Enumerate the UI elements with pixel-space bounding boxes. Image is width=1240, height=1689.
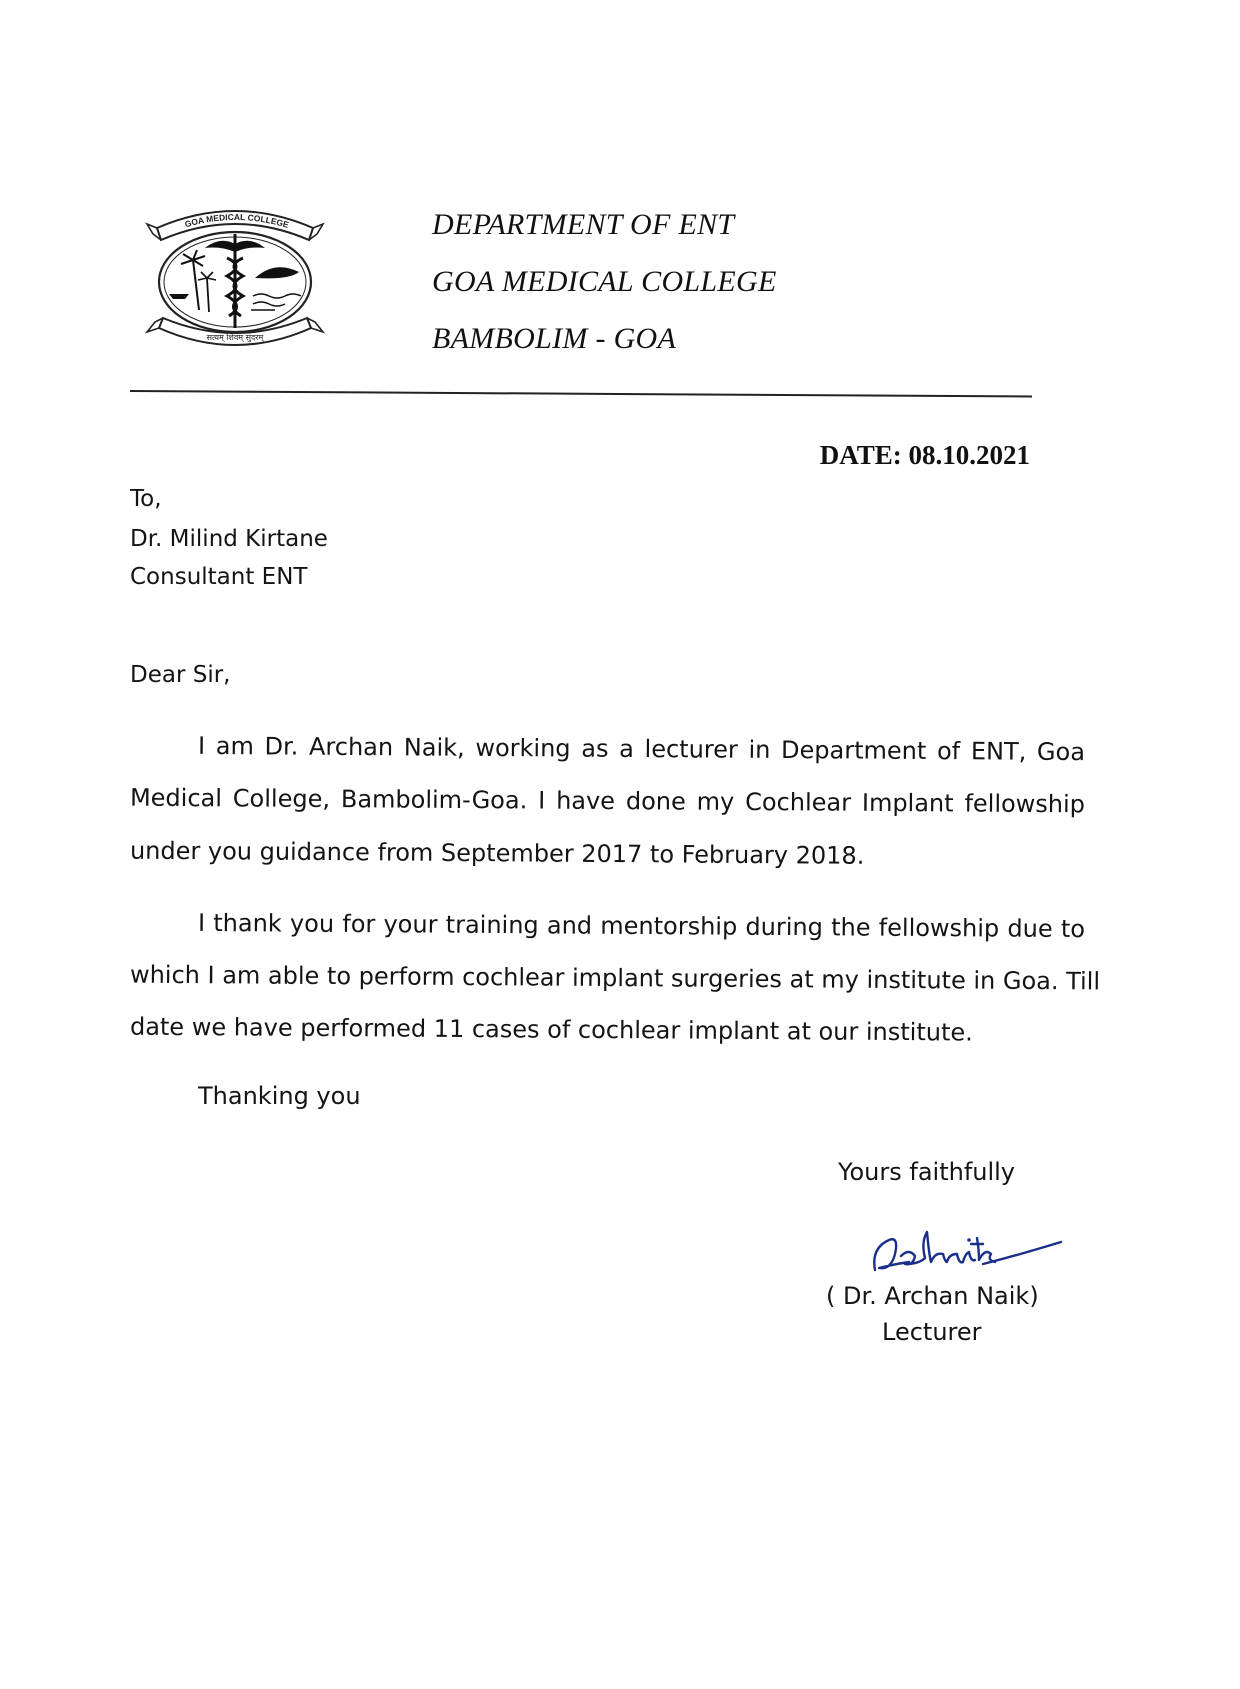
- recipient-title: Consultant ENT: [130, 564, 308, 590]
- letter-date: DATE: 08.10.2021: [819, 440, 1030, 470]
- valediction: Yours faithfully: [838, 1158, 1016, 1186]
- signatory-name: ( Dr. Archan Naik): [826, 1282, 1039, 1310]
- paragraph-1-line-3: under you guidance from September 2017 to February 2018.: [129, 836, 865, 870]
- closing-line: Thanking you: [198, 1082, 361, 1110]
- letterhead-location: BAMBOLIM - GOA: [432, 322, 677, 355]
- paragraph-1-line-2: Medical College, Bambolim-Goa. I have done my Cochlear Implant fellowship: [129, 783, 1086, 819]
- signatory-designation: Lecturer: [882, 1318, 982, 1346]
- svg-text:GOA MEDICAL COLLEGE: GOA MEDICAL COLLEGE: [183, 211, 290, 230]
- paragraph-2-line-3: date we have performed 11 cases of cochlear implant at our institute.: [129, 1012, 973, 1047]
- paragraph-1-line-1: I am Dr. Archan Naik, working as a lecturer in Department of ENT, Goa: [197, 731, 1086, 767]
- letterhead-divider: [130, 390, 1032, 398]
- seal-motto: सत्यम् शिवम् सुंदरम्: [206, 333, 264, 342]
- recipient-to: To,: [130, 486, 162, 512]
- paragraph-2-line-2: which I am able to perform cochlear implant surgeries at my institute in Goa. Till: [129, 960, 1101, 996]
- letterhead-college: GOA MEDICAL COLLEGE: [432, 265, 777, 298]
- handwritten-signature: [865, 1218, 1065, 1288]
- letterhead-department: DEPARTMENT OF ENT: [432, 208, 735, 241]
- paragraph-2-line-1: I thank you for your training and mentorship during the fellowship due to: [197, 908, 1086, 944]
- college-seal-logo: [145, 200, 325, 365]
- greeting: Dear Sir,: [130, 662, 231, 688]
- recipient-name: Dr. Milind Kirtane: [130, 526, 328, 552]
